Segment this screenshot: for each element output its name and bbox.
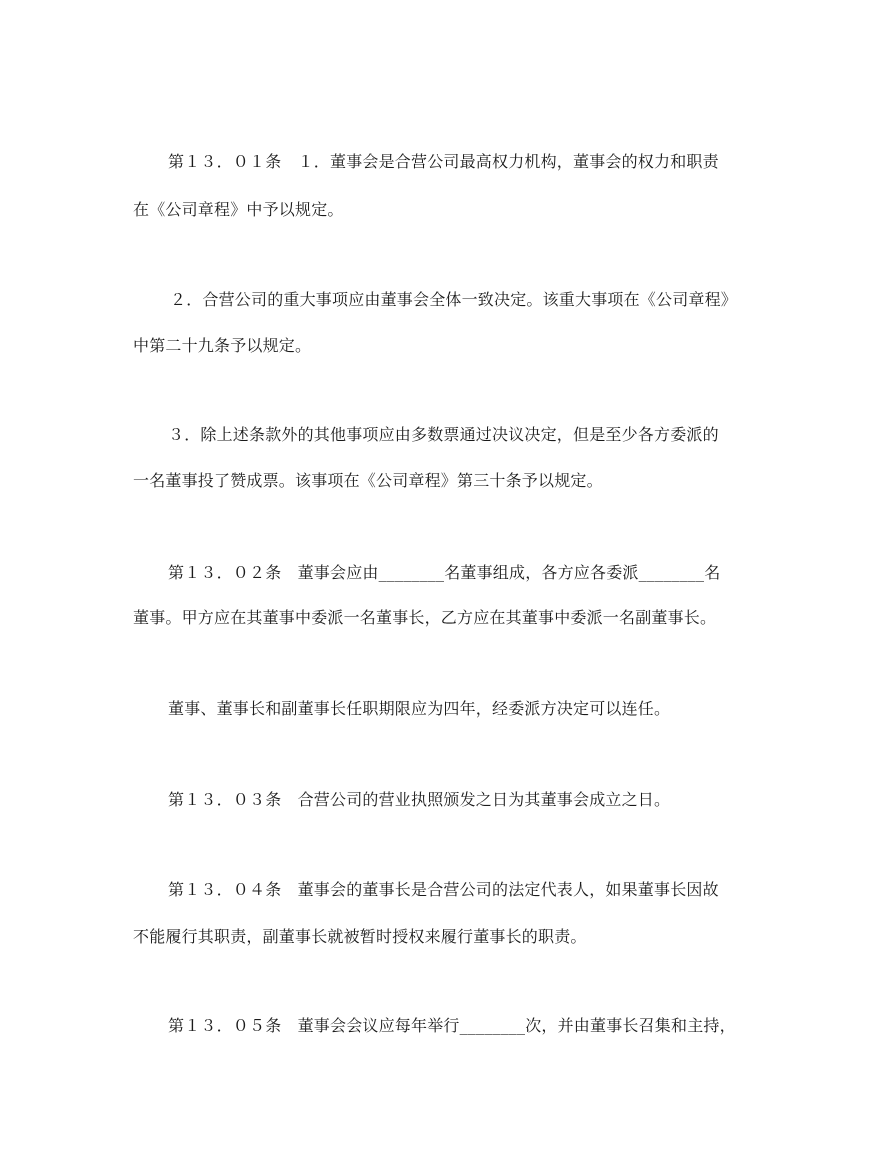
text-line: 董事、董事长和副董事长任职期限应为四年，经委派方决定可以连任。 [168,699,671,718]
text-line: 中第二十九条予以规定。 [133,336,312,355]
text-line: ３．除上述条款外的其他事项应由多数票通过决议决定，但是至少各方委派的 [168,425,719,444]
text-line: 第１３．０１条 １．董事会是合营公司最高权力机构，董事会的权力和职责 [168,152,719,171]
text-line: 一名董事投了赞成票。该事项在《公司章程》第三十条予以规定。 [133,471,603,490]
text-line: 第１３．０４条 董事会的董事长是合营公司的法定代表人，如果董事长因故 [168,880,719,899]
text-line: 不能履行其职责，副董事长就被暂时授权来履行董事长的职责。 [133,927,587,946]
text-line: ２．合营公司的重大事项应由董事会全体一致决定。该重大事项在《公司章程》 [170,290,738,309]
text-line: 在《公司章程》中予以规定。 [133,200,344,219]
text-line: 董事。甲方应在其董事中委派一名董事长，乙方应在其董事中委派一名副董事长。 [133,608,717,627]
text-line: 第１３．０２条 董事会应由________名董事组成，各方应各委派________名 [168,563,721,582]
text-line: 第１３．０３条 合营公司的营业执照颁发之日为其董事会成立之日。 [168,790,671,809]
text-line: 第１３．０５条 董事会会议应每年举行________次，并由董事长召集和主持， [168,1016,736,1035]
